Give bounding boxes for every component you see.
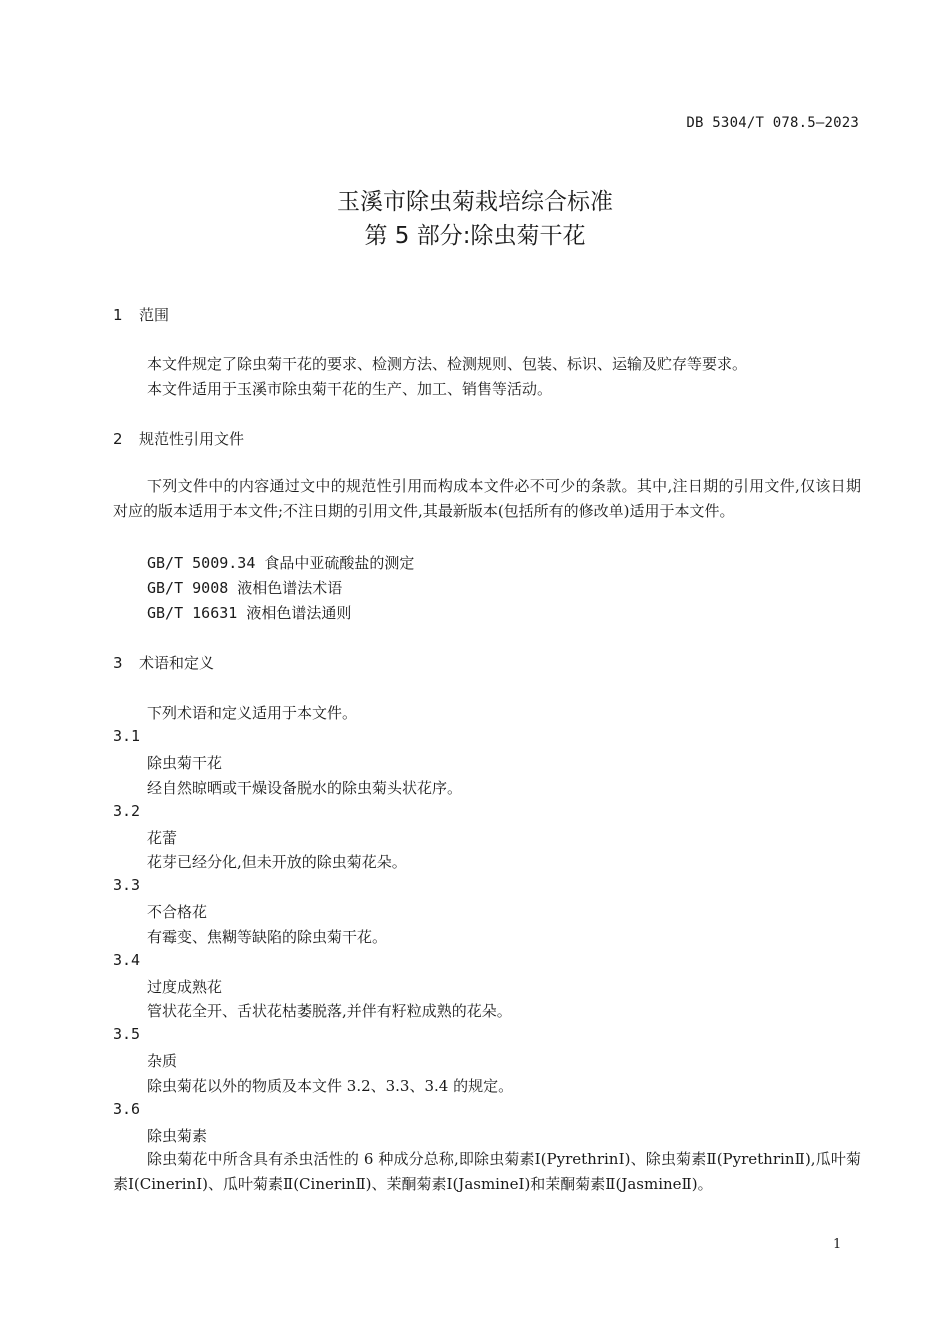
paragraph: 本文件适用于玉溪市除虫菊干花的生产、加工、销售等活动。 [147, 380, 553, 398]
section-title: 范围 [139, 306, 170, 324]
paragraph: 下列术语和定义适用于本文件。 [147, 704, 358, 722]
page-subtitle: 第 5 部分:除虫菊干花 [364, 223, 586, 249]
term-number: 3.3 [113, 876, 141, 894]
term-number: 3.6 [113, 1100, 141, 1118]
reference-item: GB/T 16631 液相色谱法通则 [147, 604, 352, 622]
term-definition: 除虫菊花中所含具有杀虫活性的 6 种成分总称,即除虫菊素Ⅰ(PyrethrinⅠ)、除虫菊素Ⅱ(PyrethrinⅡ),瓜叶菊素Ⅰ(CinerinⅠ)、瓜叶菊素Ⅱ(CinerinⅡ)、茉酮菊素Ⅰ(JasmineⅠ)和茉酮菊素Ⅱ(JasmineⅡ)。 [113, 1150, 861, 1193]
term-definition: 管状花全开、舌状花枯萎脱落,并伴有籽粒成熟的花朵。 [147, 1002, 512, 1020]
paragraph: 本文件规定了除虫菊干花的要求、检测方法、检测规则、包装、标识、运输及贮存等要求。 [147, 355, 748, 373]
term-number: 3.4 [113, 951, 141, 969]
reference-item: GB/T 5009.34 食品中亚硫酸盐的测定 [147, 554, 415, 572]
term-name: 除虫菊干花 [147, 754, 223, 772]
term-definition: 花芽已经分化,但未开放的除虫菊花朵。 [147, 853, 407, 871]
page-title: 玉溪市除虫菊栽培综合标准 [337, 189, 613, 215]
document-number: DB 5304/T 078.5—2023 [686, 115, 859, 131]
section-number: 3 [113, 654, 123, 672]
term-number: 3.5 [113, 1025, 141, 1043]
page-number: 1 [833, 1237, 842, 1252]
section-number: 2 [113, 430, 123, 448]
term-name: 杂质 [147, 1052, 178, 1070]
term-number: 3.1 [113, 727, 141, 745]
section-title: 规范性引用文件 [139, 430, 245, 448]
section-number: 1 [113, 306, 123, 324]
term-name: 不合格花 [147, 903, 208, 921]
reference-item: GB/T 9008 液相色谱法术语 [147, 579, 343, 597]
paragraph: 下列文件中的内容通过文中的规范性引用而构成本文件必不可少的条款。其中,注日期的引用文件,仅该日期对应的版本适用于本文件;不注日期的引用文件,其最新版本(包括所有的修改单)适用于本文件。 [113, 477, 861, 520]
term-name: 过度成熟花 [147, 978, 223, 996]
term-number: 3.2 [113, 802, 141, 820]
section-heading-normative-references [113, 428, 244, 449]
term-definition: 除虫菊花以外的物质及本文件 3.2、3.3、3.4 的规定。 [147, 1077, 514, 1095]
section-title: 术语和定义 [139, 654, 215, 672]
term-definition: 有霉变、焦糊等缺陷的除虫菊干花。 [147, 928, 388, 946]
section-heading-terms-definitions [113, 652, 214, 673]
section-heading-scope [113, 304, 169, 325]
term-name: 除虫菊素 [147, 1127, 208, 1145]
term-definition: 经自然晾晒或干燥设备脱水的除虫菊头状花序。 [147, 779, 463, 797]
term-name: 花蕾 [147, 829, 178, 847]
